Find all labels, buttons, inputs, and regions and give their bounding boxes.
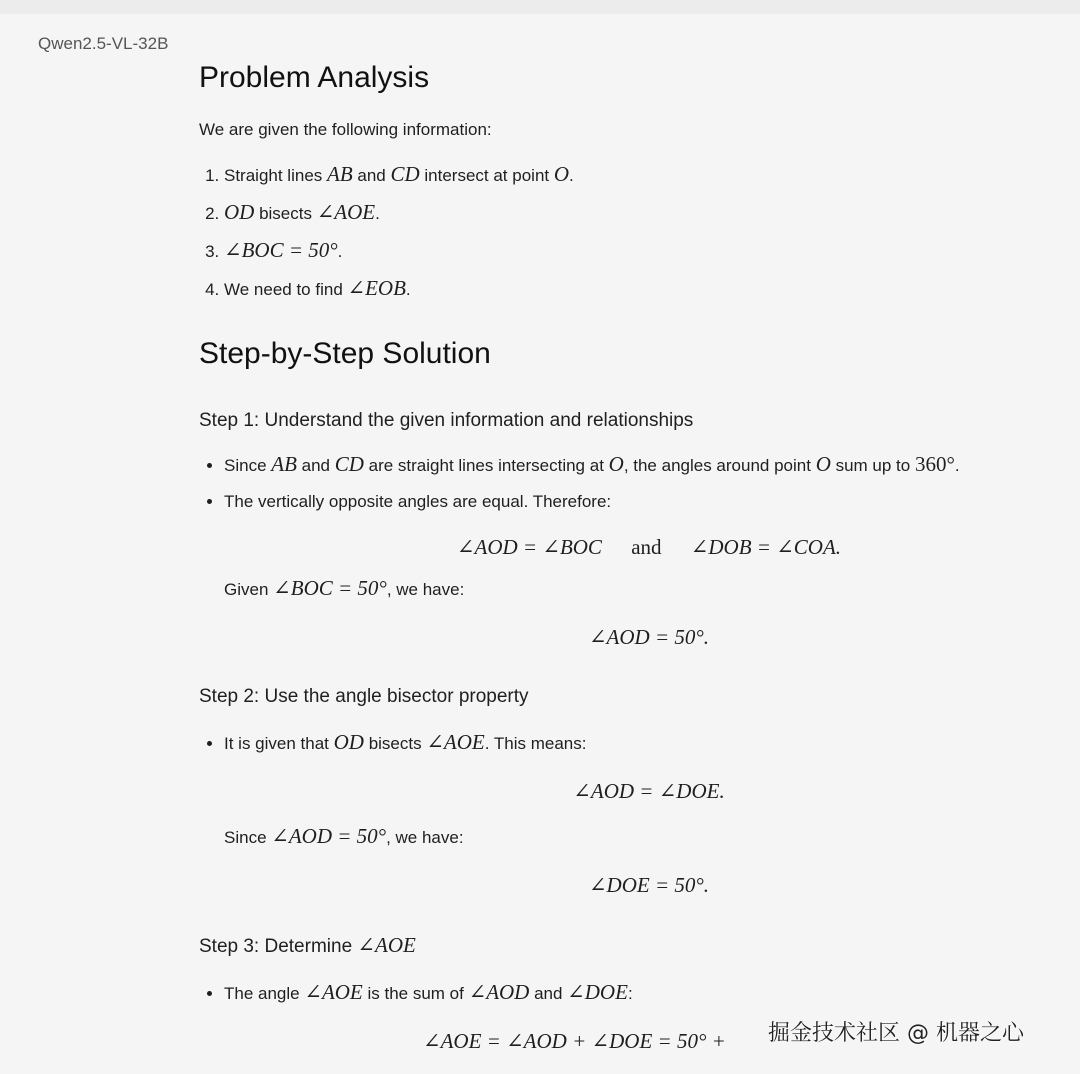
text-segment: . (375, 204, 380, 223)
text-segment: . (405, 280, 411, 299)
given-statement (199, 576, 1059, 602)
math-text: and (631, 535, 662, 559)
given-list (199, 156, 1059, 308)
text-segment: sum up to (830, 456, 915, 475)
math-inline: OD (224, 200, 255, 224)
step3-list (199, 974, 1059, 1012)
equation-doe: ∠DOE = 50°. (588, 873, 710, 897)
text-segment: We need to find (224, 280, 348, 299)
math-inline: O (608, 452, 624, 476)
text-segment: Straight lines (224, 166, 327, 185)
math-inline: ∠BOC = 50° (224, 238, 338, 262)
text-segment: Step 3: Determine (199, 936, 358, 957)
text-segment: It is given that (224, 734, 334, 753)
math-inline: ∠AOE (304, 980, 363, 1004)
equation-vertical-angles (199, 532, 1059, 562)
model-label: Qwen2.5-VL-32B (38, 34, 169, 53)
text-segment: is the sum of (362, 984, 469, 1003)
text-segment: . (569, 166, 574, 185)
math-inline: ∠AOE (316, 200, 376, 224)
math-inline: ∠AOE (426, 730, 485, 754)
watermark: 掘金技术社区 @ 机器之心 (768, 1021, 1024, 1046)
math-inline: ∠AOD (468, 980, 530, 1004)
text-segment: and (296, 456, 335, 475)
math-inline: O (553, 162, 570, 186)
step1-bullet (224, 446, 1059, 484)
given-item (224, 156, 1059, 194)
text-segment: Given (224, 580, 274, 599)
analysis-intro: We are given the following information: (199, 120, 492, 139)
step3-heading (199, 932, 1059, 960)
step3-bullet (224, 974, 1059, 1012)
math-inline: O (815, 452, 831, 476)
problem-analysis-title: Problem Analysis (199, 61, 430, 94)
given-item (224, 194, 1059, 232)
given-item (224, 232, 1059, 270)
math-inline: AB (327, 162, 353, 186)
equation-aod-doe: ∠AOD = ∠DOE. (573, 779, 725, 803)
text-segment: and (352, 166, 391, 185)
given-item (224, 270, 1059, 308)
text-segment: and (529, 984, 568, 1003)
text-segment: Since (224, 828, 272, 847)
math-inline: ∠BOC = 50° (273, 576, 387, 600)
math-inline: CD (390, 162, 420, 186)
text-segment: . This means: (484, 734, 587, 753)
step2-bullet (224, 724, 1059, 762)
step1-bullet: • The vertically opposite angles are equal. Therefore: (224, 484, 1059, 520)
text-segment: : (627, 984, 633, 1003)
step2-heading: Step 2: Use the angle bisector property (199, 686, 529, 707)
math-expression: ∠AOD = ∠BOC (456, 535, 602, 559)
text-segment: , we have: (386, 580, 465, 599)
math-inline: 360° (914, 452, 955, 476)
text-segment: bisects (363, 734, 427, 753)
text-segment: bisects (254, 204, 317, 223)
solution-title: Step-by-Step Solution (199, 337, 491, 370)
equation-aoe-sum: ∠AOE = ∠AOD + ∠DOE = 50° + (423, 1029, 726, 1053)
equation-aod: ∠AOD = 50°. (588, 625, 710, 649)
math-inline: CD (334, 452, 364, 476)
math-inline: ∠AOD = 50° (271, 824, 387, 848)
text-segment: , the angles around point (623, 456, 816, 475)
text-segment: intersect at point (419, 166, 554, 185)
math-inline: OD (333, 730, 364, 754)
step1-heading: Step 1: Understand the given information and relationships (199, 410, 694, 431)
top-bar (0, 0, 1080, 14)
text-segment: The angle (224, 984, 305, 1003)
math-inline: AB (271, 452, 297, 476)
step1-list (199, 446, 1059, 520)
math-expression: ∠DOB = ∠COA. (690, 535, 842, 559)
answer-content (199, 58, 1059, 1056)
step2-list (199, 724, 1059, 762)
math-inline: ∠DOE (567, 980, 628, 1004)
math-inline: ∠AOE (357, 933, 416, 957)
text-segment: are straight lines intersecting at (363, 456, 609, 475)
text-segment: . (337, 242, 343, 261)
text-segment: Since (224, 456, 272, 475)
text-segment: . (954, 456, 960, 475)
text-segment: , we have: (386, 828, 464, 847)
math-inline: ∠EOB (347, 276, 406, 300)
since-statement (199, 824, 1059, 850)
